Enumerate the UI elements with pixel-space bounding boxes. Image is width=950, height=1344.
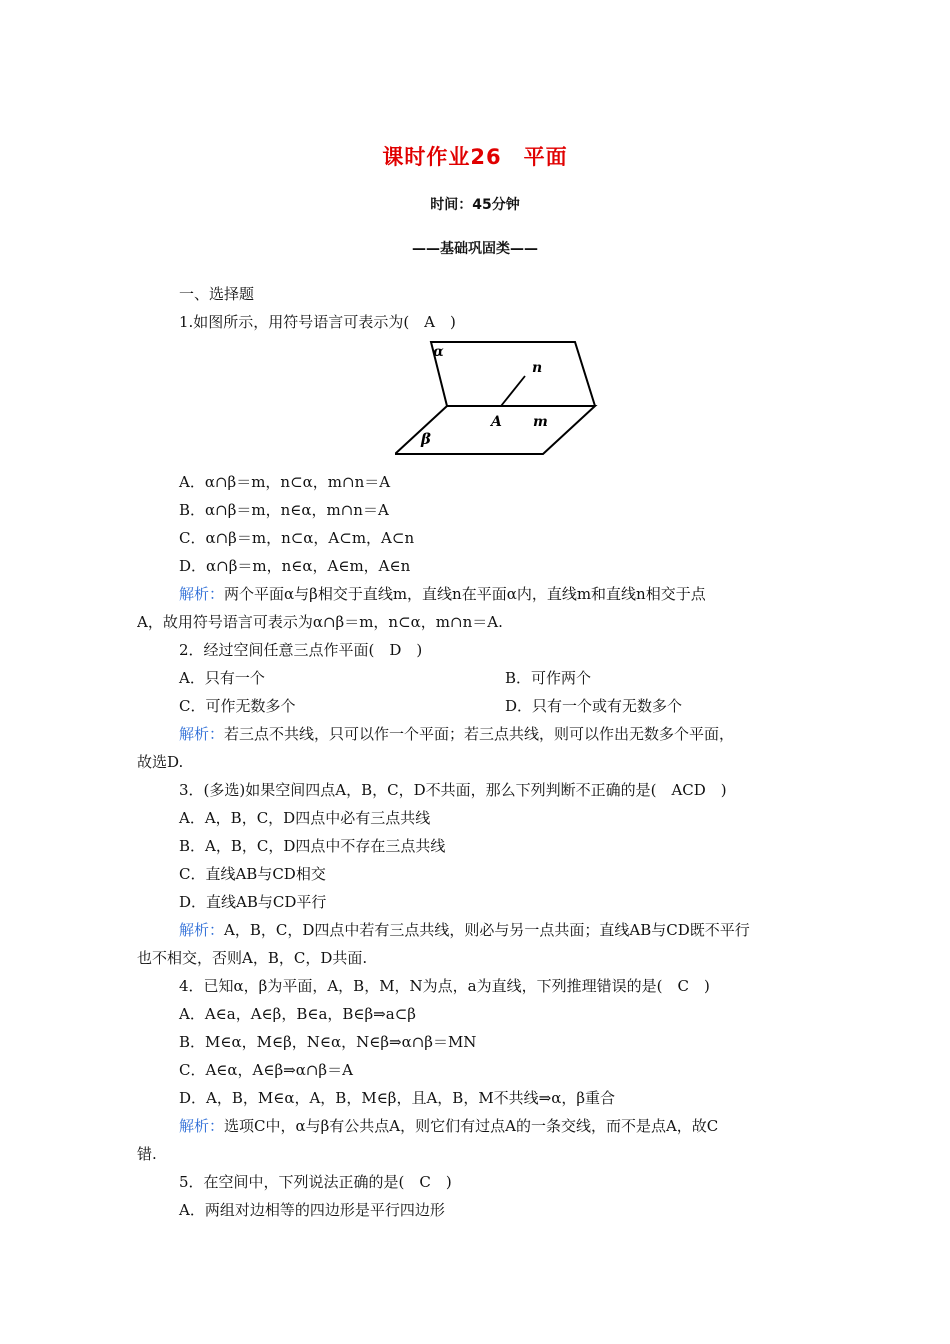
analysis-label: 解析：	[179, 725, 225, 743]
q1-option-c: C．α∩β＝m，n⊂α，A⊂m，A⊂n	[179, 529, 415, 547]
q4-analysis-cont: 错.	[137, 1145, 157, 1163]
q3-option-c: C．直线AB与CD相交	[179, 865, 326, 883]
q2-options-row1	[137, 664, 817, 692]
q1-option-b: B．α∩β＝m，n∈α，m∩n＝A	[179, 501, 389, 519]
q1-stem: 1.如图所示，用符号语言可表示为( A )	[179, 313, 456, 331]
plane-alpha	[431, 342, 595, 406]
label-alpha: α	[433, 344, 444, 360]
page-title: 课时作业26 平面	[382, 145, 568, 169]
time-limit: 时间：45分钟	[430, 197, 520, 213]
label-n: n	[532, 360, 543, 376]
analysis-label: 解析：	[179, 1117, 225, 1135]
q2-stem: 2．经过空间任意三点作平面( D )	[179, 641, 423, 659]
section-heading: 一、选择题	[179, 285, 255, 303]
label-m: m	[533, 414, 548, 430]
label-beta: β	[421, 430, 431, 448]
q1-option-d: D．α∩β＝m，n∈α，A∈m，A∈n	[179, 557, 411, 575]
planes-diagram	[395, 336, 605, 458]
section-category: ——基础巩固类——	[412, 241, 538, 257]
q4-stem: 4．已知α，β为平面，A，B，M，N为点，a为直线，下列推理错误的是( C )	[179, 977, 710, 995]
q2-option-a: A．只有一个	[179, 669, 265, 687]
q5-stem: 5．在空间中，下列说法正确的是( C )	[179, 1173, 452, 1191]
q2-option-d: D．只有一个或有无数多个	[505, 697, 683, 715]
q5-option-a: A．两组对边相等的四边形是平行四边形	[179, 1201, 445, 1219]
analysis-label: 解析：	[179, 921, 225, 939]
q2-options-row2	[137, 692, 817, 720]
q3-option-d: D．直线AB与CD平行	[179, 893, 327, 911]
line-n	[501, 376, 525, 406]
q1-figure	[137, 336, 817, 468]
q4-option-b: B．M∈α，M∈β，N∈α，N∈β⇒α∩β＝MN	[179, 1033, 477, 1051]
q4-option-c: C．A∈α，A∈β⇒α∩β＝A	[179, 1061, 353, 1079]
q4-option-d: D．A，B，M∈α，A，B，M∈β，且A，B，M不共线⇒α，β重合	[179, 1089, 616, 1107]
q3-analysis: 解析：A，B，C，D四点中若有三点共线，则必与另一点共面；直线AB与CD既不平行	[179, 921, 750, 939]
q3-stem: 3．(多选)如果空间四点A，B，C，D不共面，那么下列判断不正确的是( ACD )	[179, 781, 727, 799]
q3-option-b: B．A，B，C，D四点中不存在三点共线	[179, 837, 446, 855]
q2-analysis-cont: 故选D.	[137, 753, 184, 771]
q3-option-a: A．A，B，C，D四点中必有三点共线	[179, 809, 431, 827]
q2-option-b: B．可作两个	[505, 669, 592, 687]
document-body	[137, 280, 817, 1224]
q1-option-a: A．α∩β＝m，n⊂α，m∩n＝A	[179, 473, 391, 491]
q4-option-a: A．A∈a，A∈β，B∈a，B∈β⇒a⊂β	[179, 1005, 416, 1023]
label-A: A	[491, 414, 502, 430]
q3-analysis-cont: 也不相交，否则A，B，C，D共面.	[137, 949, 368, 967]
q1-analysis: 解析：两个平面α与β相交于直线m，直线n在平面α内，直线m和直线n相交于点	[179, 585, 706, 603]
analysis-label: 解析：	[179, 585, 225, 603]
q4-analysis: 解析：选项C中，α与β有公共点A，则它们有过点A的一条交线，而不是点A，故C	[179, 1117, 719, 1135]
q1-analysis-cont: A，故用符号语言可表示为α∩β＝m，n⊂α，m∩n＝A.	[137, 613, 503, 631]
q2-option-c: C．可作无数多个	[179, 697, 296, 715]
q2-analysis: 解析：若三点不共线，只可以作一个平面；若三点共线，则可以作出无数多个平面，	[179, 725, 735, 743]
